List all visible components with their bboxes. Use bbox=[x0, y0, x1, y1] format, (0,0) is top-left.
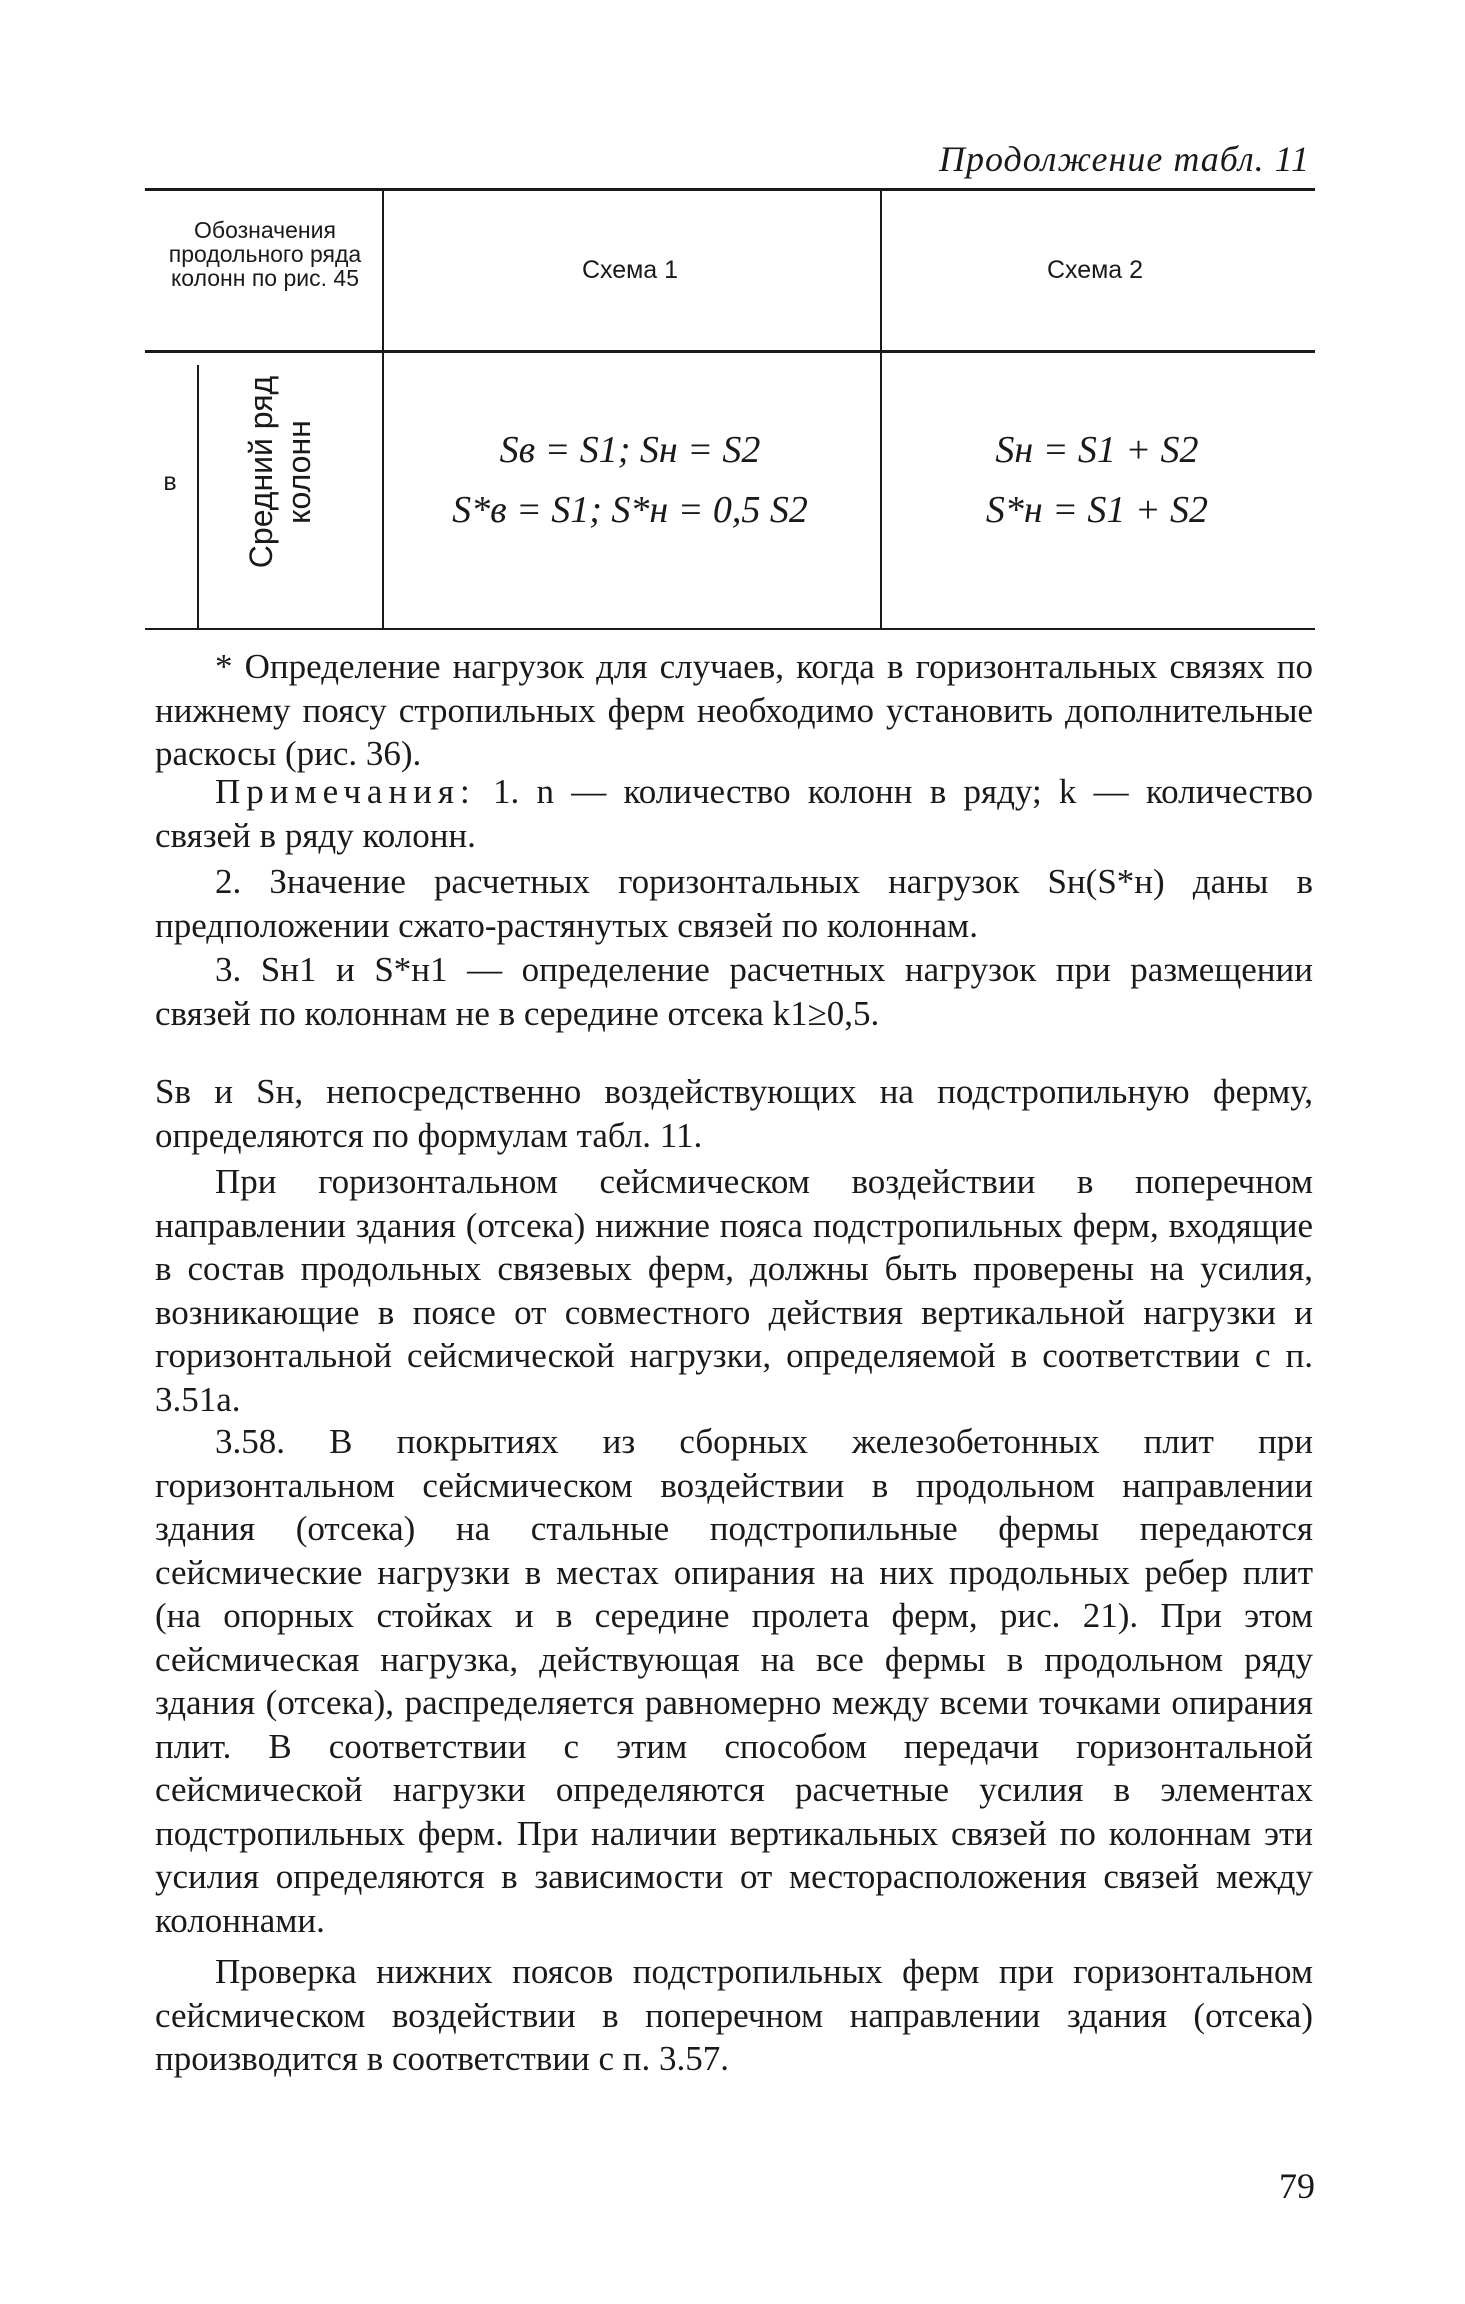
body-paragraph-1: Sв и Sн, непосредственно воздействующих на подстропильную ферму, определяются по формулам табл. 11. bbox=[155, 1072, 1313, 1155]
notes-label: Примечания: bbox=[215, 772, 476, 811]
scheme2-formula-1: Sн = S1 + S2 bbox=[995, 429, 1199, 471]
body-paragraph-4: Проверка нижних поясов подстропильных ферм при горизонтальном сейсмическом воздействии в поперечном направлении здания (отсека) производится в соответствии с п. 3.57. bbox=[155, 1952, 1313, 2078]
note-2: 2. Значение расчетных горизонтальных нагрузок Sн(S*н) даны в предположении сжато-растянутых связей по колоннам. bbox=[155, 862, 1313, 945]
scheme2-formula-2: S*н = S1 + S2 bbox=[985, 489, 1209, 531]
table-divider-letter bbox=[197, 365, 199, 628]
table-footnote: * Определение нагрузок для случаев, когда в горизонтальных связях по нижнему поясу стропильных ферм необходимо установить дополнительные раскосы (рис. 36). bbox=[155, 647, 1313, 773]
scheme1-formula-2: S*в = S1; S*н = 0,5 S2 bbox=[452, 489, 808, 531]
row-name-rotated bbox=[242, 376, 318, 568]
scheme1-formula-1: Sв = S1; Sн = S2 bbox=[499, 429, 761, 471]
header-scheme-1: Схема 1 bbox=[581, 256, 679, 284]
row-name-line2: колонн bbox=[281, 420, 317, 524]
row-letter: в bbox=[163, 468, 177, 496]
header-scheme-2: Схема 2 bbox=[1046, 256, 1144, 284]
row-name-line1: Средний ряд bbox=[243, 375, 279, 569]
table-continuation-caption: Продолжение табл. 11 bbox=[938, 139, 1310, 179]
table-top-rule bbox=[145, 188, 1315, 191]
note-3: 3. Sн1 и S*н1 — определение расчетных нагрузок при размещении связей по колоннам не в середине отсека k1≥0,5. bbox=[155, 950, 1313, 1033]
table-bottom-rule bbox=[145, 628, 1315, 630]
note-1 bbox=[155, 770, 1313, 857]
body-paragraph-2: При горизонтальном сейсмическом воздействии в поперечном направлении здания (отсека) нижние пояса подстропильных ферм, входящие в состав продольных связевых ферм, должны быть проверены на усилия, возникающие в поясе от совместного действия вертикальной нагрузки и горизонтальной сейсмической нагрузки, определяемой в соответствии с п. 3.51а. bbox=[155, 1162, 1313, 1419]
page-number: 79 bbox=[1279, 2166, 1315, 2206]
header-designation: Обозначения продольного ряда колонн по рис. 45 bbox=[168, 217, 362, 291]
table-header-rule bbox=[145, 350, 1315, 353]
note-1-text: 1. n — количество колонн в ряду; k — количество связей в ряду колонн. bbox=[155, 772, 1314, 855]
body-paragraph-3: 3.58. В покрытиях из сборных железобетонных плит при горизонтальном сейсмическом воздействии в продольном направлении здания (отсека) на стальные подстропильные фермы передаются сейсмические нагрузки в местах опирания на них продольных ребер плит (на опорных стойках и в середине пролета ферм, рис. 21). При этом сейсмическая нагрузка, действующая на все фермы в продольном ряду здания (отсека), распределяется равномерно между всеми точками опирания плит. В соответствии с этим способом передачи горизонтальной сейсмической нагрузки определяются расчетные усилия в элементах подстропильных ферм. При наличии вертикальных связей по колоннам эти усилия определяются в зависимости от месторасположения связей между колоннами. bbox=[155, 1422, 1313, 1940]
table-divider-col1 bbox=[382, 190, 384, 628]
